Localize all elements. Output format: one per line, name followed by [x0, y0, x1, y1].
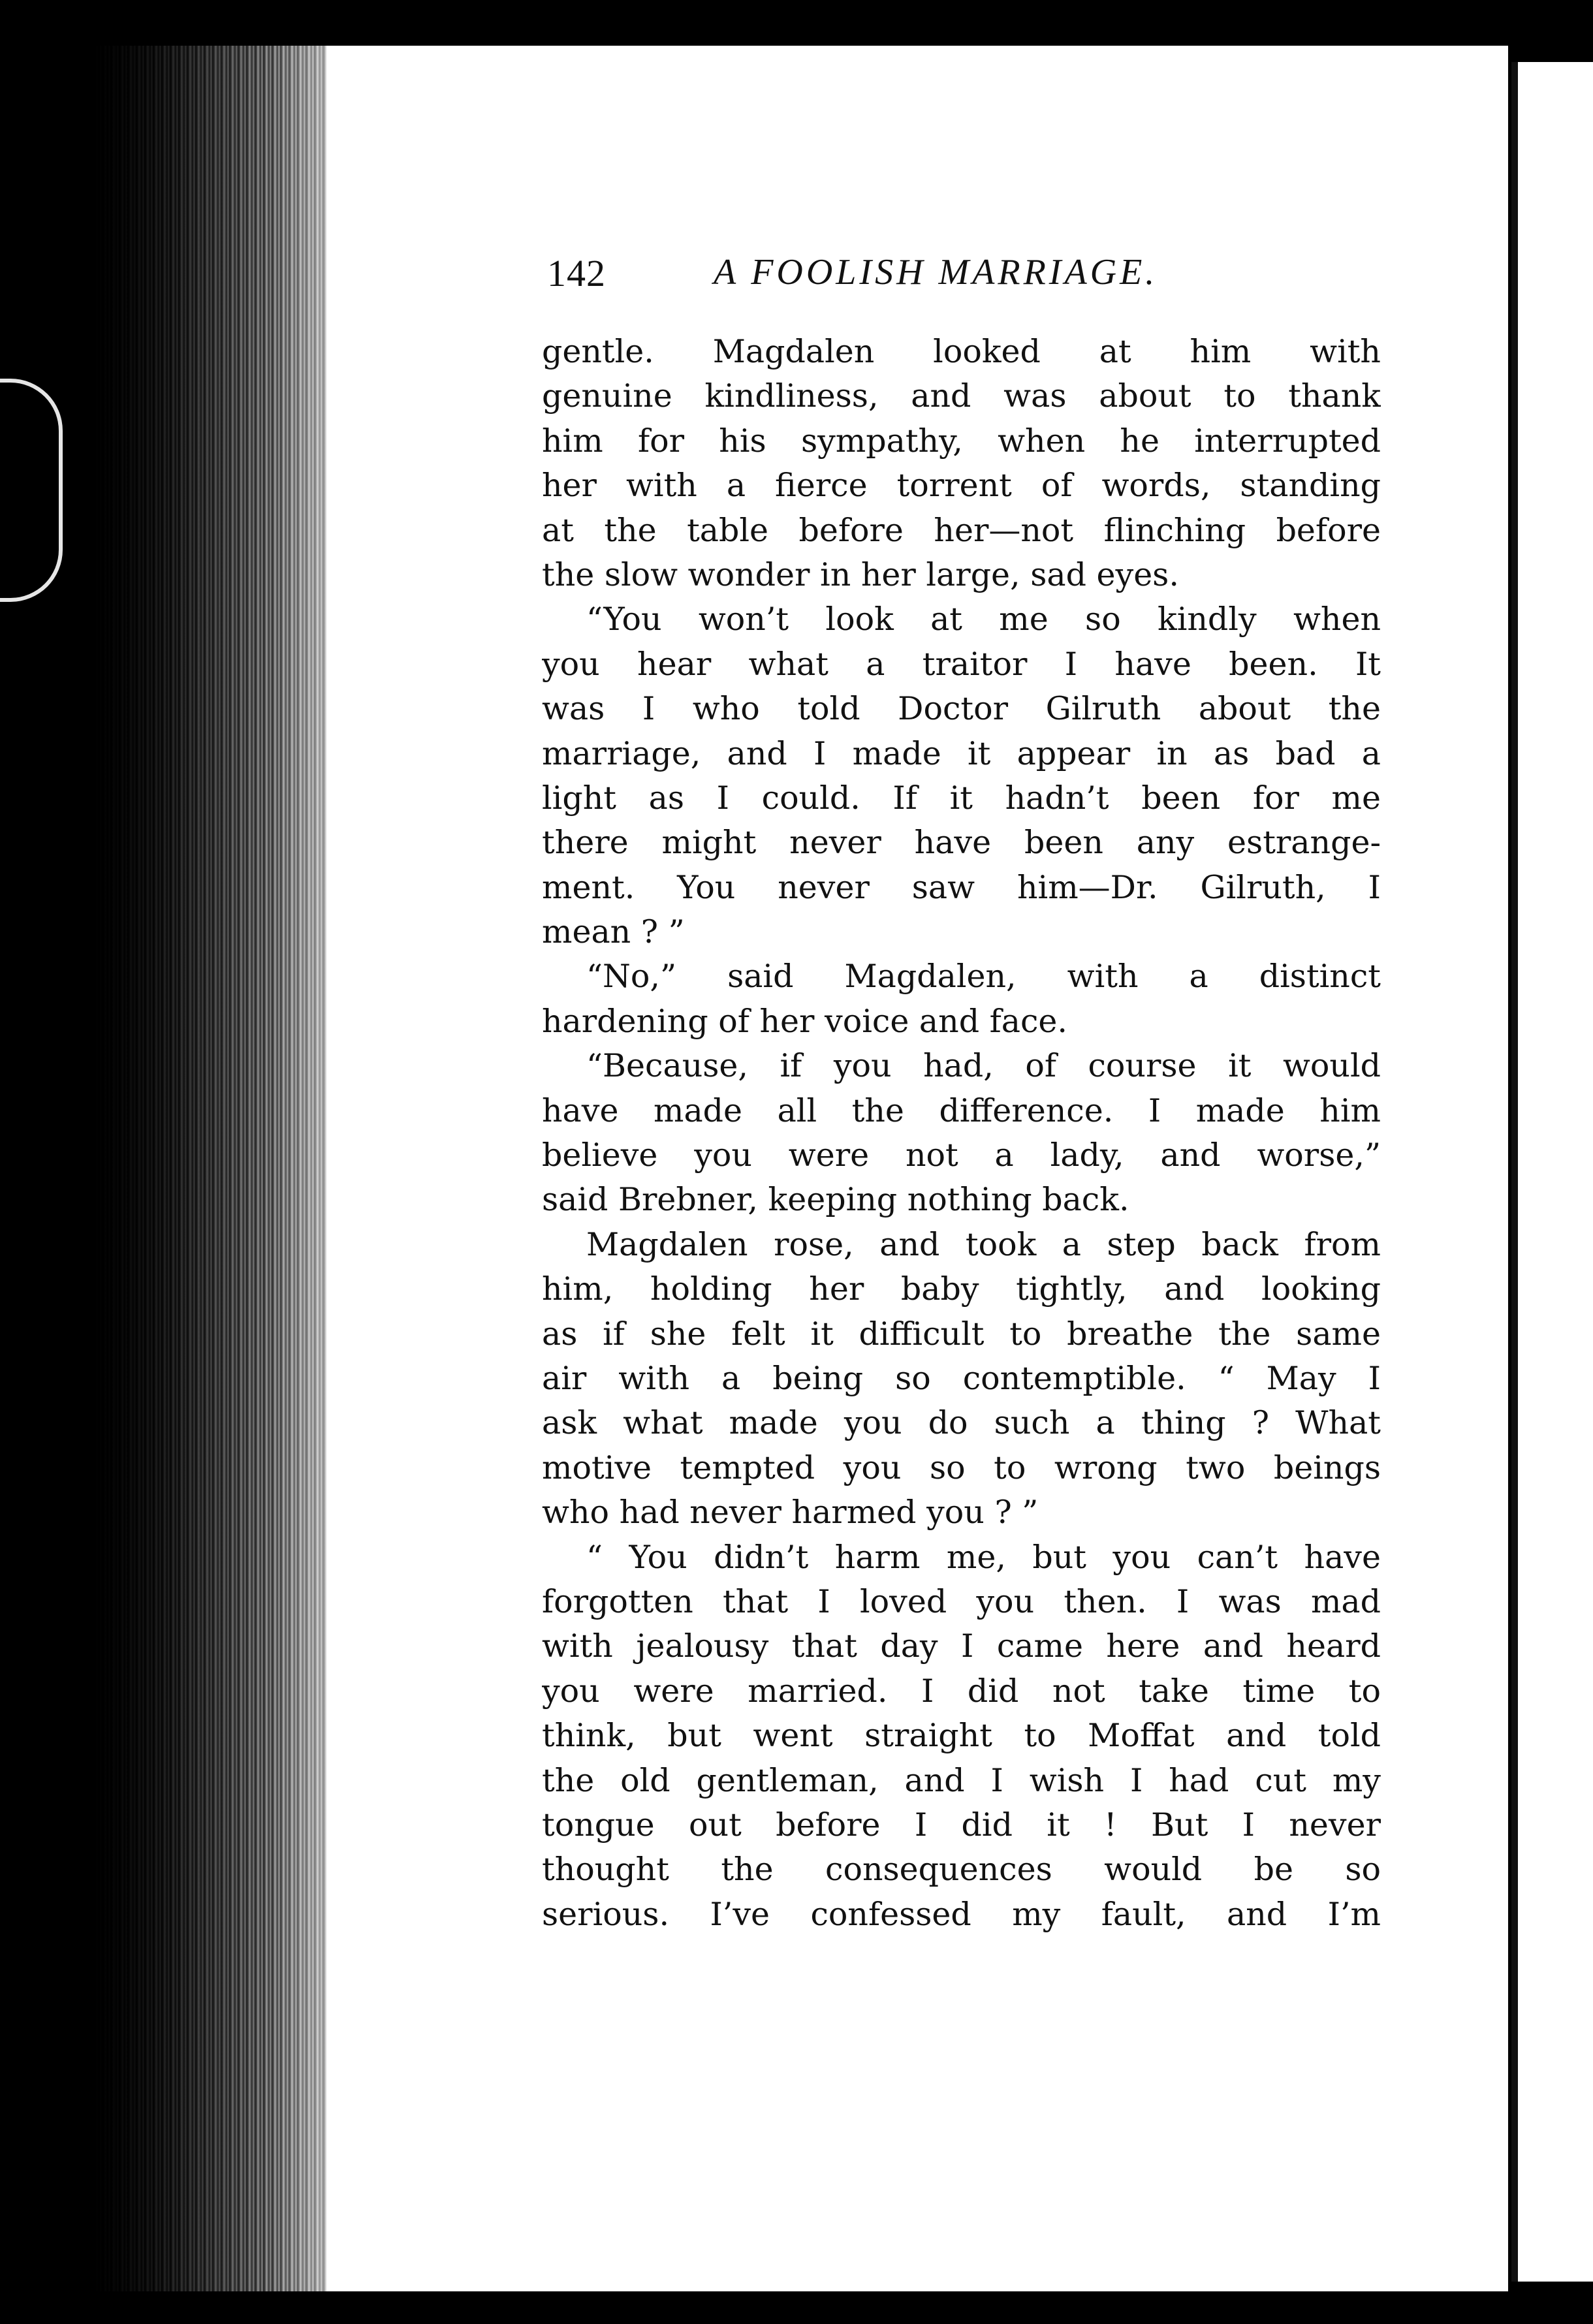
- text-line: Magdalen rose, and took a step back from: [586, 1225, 1381, 1263]
- text-line: him, holding her baby tightly, and looking: [542, 1270, 1381, 1308]
- text-line: was I who told Doctor Gilruth about the: [542, 690, 1381, 728]
- body-text: [542, 330, 1381, 1937]
- book-page-edges: [85, 46, 333, 2291]
- text-line: at the table before her—not flinching before: [542, 511, 1381, 549]
- page-number: 142: [547, 252, 606, 294]
- text-line: the old gentleman, and I wish I had cut my: [542, 1761, 1381, 1799]
- text-line: you hear what a traitor I have been. It: [542, 645, 1381, 683]
- text-line: marriage, and I made it appear in as bad a: [542, 734, 1381, 772]
- text-line: have made all the difference. I made him: [542, 1091, 1381, 1129]
- text-line: ask what made you do such a thing ? What: [542, 1404, 1381, 1442]
- text-line: forgotten that I loved you then. I was mad: [542, 1582, 1381, 1620]
- text-line: serious. I’ve confessed my fault, and I’m: [542, 1895, 1381, 1933]
- text-line: her with a fierce torrent of words, standing: [542, 467, 1381, 505]
- text-line: “Because, if you had, of course it would: [586, 1047, 1381, 1085]
- text-line: genuine kindliness, and was about to thank: [542, 377, 1381, 415]
- text-line: him for his sympathy, when he interrupted: [542, 422, 1381, 460]
- text-line: light as I could. If it hadn’t been for me: [542, 779, 1381, 817]
- text-line: air with a being so contemptible. “ May I: [542, 1359, 1381, 1397]
- text-line: believe you were not a lady, and worse,”: [542, 1137, 1381, 1174]
- text-line: as if she felt it difficult to breathe the same: [542, 1315, 1381, 1353]
- margin-mark: [0, 379, 63, 602]
- text-line: with jealousy that day I came here and heard: [542, 1627, 1381, 1665]
- text-line: tongue out before I did it ! But I never: [542, 1806, 1381, 1844]
- facing-page-edge: [1511, 62, 1593, 2282]
- text-line: who had never harmed you ? ”: [542, 1494, 1039, 1531]
- running-head: A FOOLISH MARRIAGE.: [714, 252, 1158, 292]
- text-line: “You won’t look at me so kindly when: [586, 601, 1381, 638]
- text-line: mean ? ”: [542, 913, 685, 951]
- text-line: ment. You never saw him—Dr. Gilruth, I: [542, 868, 1381, 906]
- text-line: gentle. Magdalen looked at him with: [542, 333, 1381, 370]
- text-line: motive tempted you so to wrong two beings: [542, 1449, 1381, 1486]
- text-line: said Brebner, keeping nothing back.: [542, 1181, 1129, 1219]
- text-line: “ You didn’t harm me, but you can’t have: [586, 1538, 1381, 1576]
- text-line: think, but went straight to Moffat and told: [542, 1717, 1381, 1755]
- text-line: the slow wonder in her large, sad eyes.: [542, 556, 1179, 593]
- text-line: hardening of her voice and face.: [542, 1002, 1068, 1040]
- text-line: you were married. I did not take time to: [542, 1672, 1381, 1710]
- text-line: thought the consequences would be so: [542, 1851, 1381, 1889]
- page-header: [547, 251, 1259, 304]
- text-line: there might never have been any estrange-: [542, 824, 1381, 862]
- text-line: “No,” said Magdalen, with a distinct: [586, 958, 1381, 996]
